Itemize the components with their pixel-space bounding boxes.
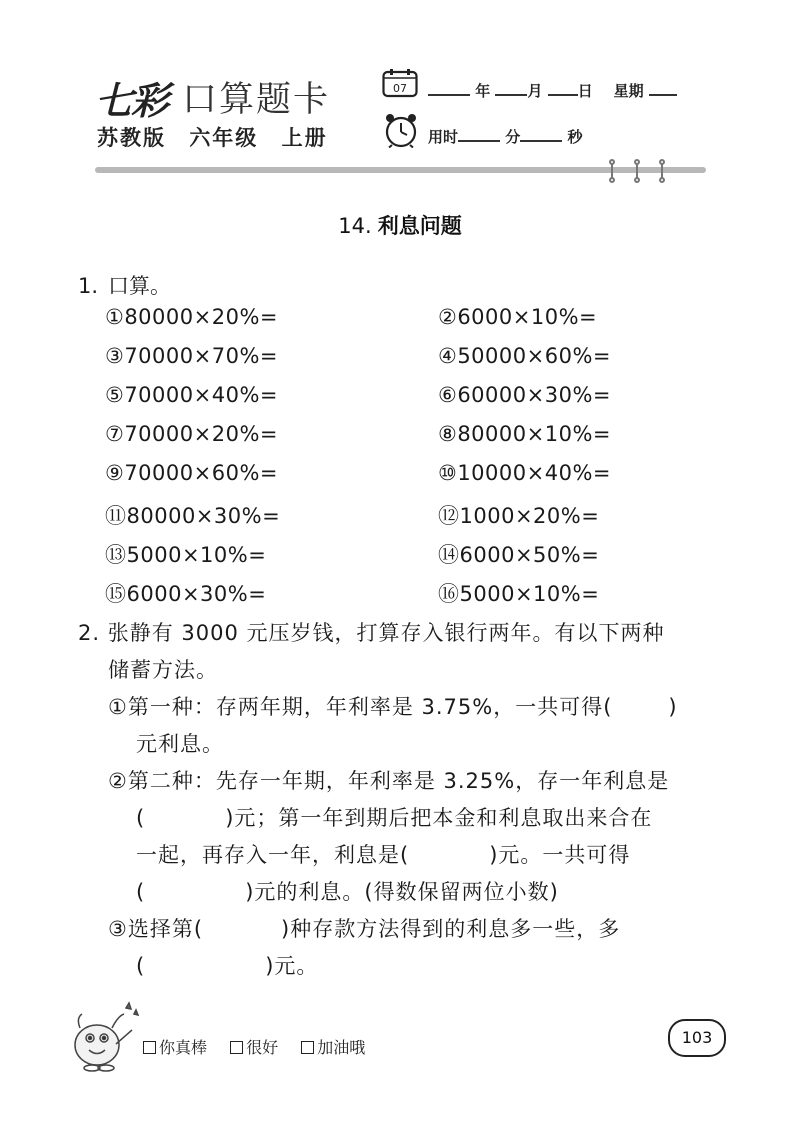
calc-item-9: ⑨70000×60%= — [105, 461, 278, 485]
calc-item-13: ⑬5000×10%= — [105, 543, 267, 567]
section-title — [0, 210, 800, 240]
calc-item-12: ⑫1000×20%= — [438, 504, 600, 528]
rating-option-good[interactable] — [230, 1038, 278, 1057]
minutes-label: 分 — [505, 128, 521, 146]
paren-open: ( — [136, 806, 146, 830]
weekday-label: 星期 — [613, 82, 644, 100]
paren-open: ( — [136, 954, 146, 978]
rating-label: 加油哦 — [317, 1038, 366, 1057]
calc-item-7: ⑦70000×20%= — [105, 422, 278, 446]
calc-item-8: ⑧80000×10%= — [438, 422, 611, 446]
part-2-line-4-text: )元的利息。(得数保留两位小数) — [245, 880, 559, 904]
rating-option-keep-going[interactable] — [301, 1038, 365, 1057]
part-1-text: ①第一种：存两年期，年利率是 3.75%，一共可得( — [108, 695, 613, 719]
calc-item-1: ①80000×20%= — [105, 305, 278, 329]
calc-item-2: ②6000×10%= — [438, 305, 598, 329]
brand-title: 口算题卡 — [182, 80, 331, 120]
part-1 — [78, 689, 728, 726]
part-2-line-1: ②第二种：先存一年期，年利率是 3.25%，存一年利息是 — [108, 769, 670, 793]
part-3-text-end: )种存款方法得到的利息多一些，多 — [281, 917, 621, 941]
part-3-line-1 — [78, 911, 728, 948]
part-3-line-2-text: )元。 — [265, 954, 319, 978]
rating-label: 很好 — [246, 1038, 279, 1057]
seconds-blank[interactable] — [520, 126, 562, 142]
part-2-line-3-text: 一起，再存入一年，利息是( — [136, 843, 410, 867]
year-blank[interactable] — [428, 80, 470, 96]
calc-item-4: ④50000×60%= — [438, 344, 611, 368]
calc-item-6: ⑥60000×30%= — [438, 383, 611, 407]
question-2 — [78, 615, 728, 985]
rating-label: 你真棒 — [159, 1038, 208, 1057]
calc-item-11: ⑪80000×30%= — [105, 504, 281, 528]
part-2-line-2-text: )元；第一年到期后把本金和利息取出来合在 — [225, 806, 653, 830]
calc-item-3: ③70000×70%= — [105, 344, 278, 368]
intro-line-2: 储蓄方法。 — [108, 658, 218, 682]
intro-line-1: 张静有 3000 元压岁钱，打算存入银行两年。有以下两种 — [107, 621, 665, 645]
checkbox-icon[interactable] — [301, 1041, 314, 1054]
grade: 六年级 — [189, 126, 259, 150]
calendar-day: 07 — [393, 82, 407, 95]
weekday-blank[interactable] — [649, 80, 677, 96]
time-used-label: 用时 — [428, 128, 459, 146]
month-blank[interactable] — [495, 80, 527, 96]
part-2-line-3 — [78, 837, 728, 874]
part-1-line-2: 元利息。 — [136, 732, 224, 756]
part-1-paren-close: ) — [668, 695, 678, 719]
day-blank[interactable] — [548, 80, 578, 96]
calc-item-15: ⑮6000×30%= — [105, 582, 267, 606]
edition-line — [97, 122, 328, 152]
brand-script-logo: 七彩 — [95, 78, 168, 123]
rating-option-excellent[interactable] — [143, 1038, 207, 1057]
checkbox-icon[interactable] — [143, 1041, 156, 1054]
month-label: 月 — [527, 82, 543, 100]
question-number: 1. — [78, 274, 99, 298]
calc-item-14: ⑭6000×50%= — [438, 543, 600, 567]
day-label: 日 — [577, 82, 593, 100]
calc-item-16: ⑯5000×10%= — [438, 582, 600, 606]
binder-rings-icon — [606, 158, 668, 184]
question-number: 2. — [78, 621, 101, 645]
question-1-heading — [78, 270, 171, 300]
part-2-line-2 — [78, 800, 728, 837]
part-3-line-2 — [78, 948, 728, 985]
part-3-text: ③选择第( — [108, 917, 204, 941]
volume: 上册 — [281, 126, 328, 150]
year-label: 年 — [475, 82, 491, 100]
date-fill-line — [428, 80, 677, 101]
seconds-label: 秒 — [567, 128, 583, 146]
minutes-blank[interactable] — [458, 126, 500, 142]
checkbox-icon[interactable] — [230, 1041, 243, 1054]
paren-open: ( — [136, 880, 146, 904]
calc-item-10: ⑩10000×40%= — [438, 461, 611, 485]
calendar-icon — [382, 68, 418, 98]
question-label: 口算。 — [108, 274, 172, 298]
self-rating — [143, 1035, 383, 1058]
section-number: 14. — [338, 214, 372, 238]
time-fill-line — [428, 126, 583, 147]
section-title-text: 利息问题 — [377, 214, 462, 238]
calc-item-5: ⑤70000×40%= — [105, 383, 278, 407]
question-2-intro — [78, 615, 728, 652]
part-2-line-4 — [78, 874, 728, 911]
mascot-illustration-icon — [62, 1000, 142, 1075]
page-number: 103 — [668, 1019, 726, 1057]
edition: 苏教版 — [97, 126, 166, 150]
part-2-line-3-end: )元。一共可得 — [489, 843, 631, 867]
alarm-clock-icon — [382, 112, 420, 148]
